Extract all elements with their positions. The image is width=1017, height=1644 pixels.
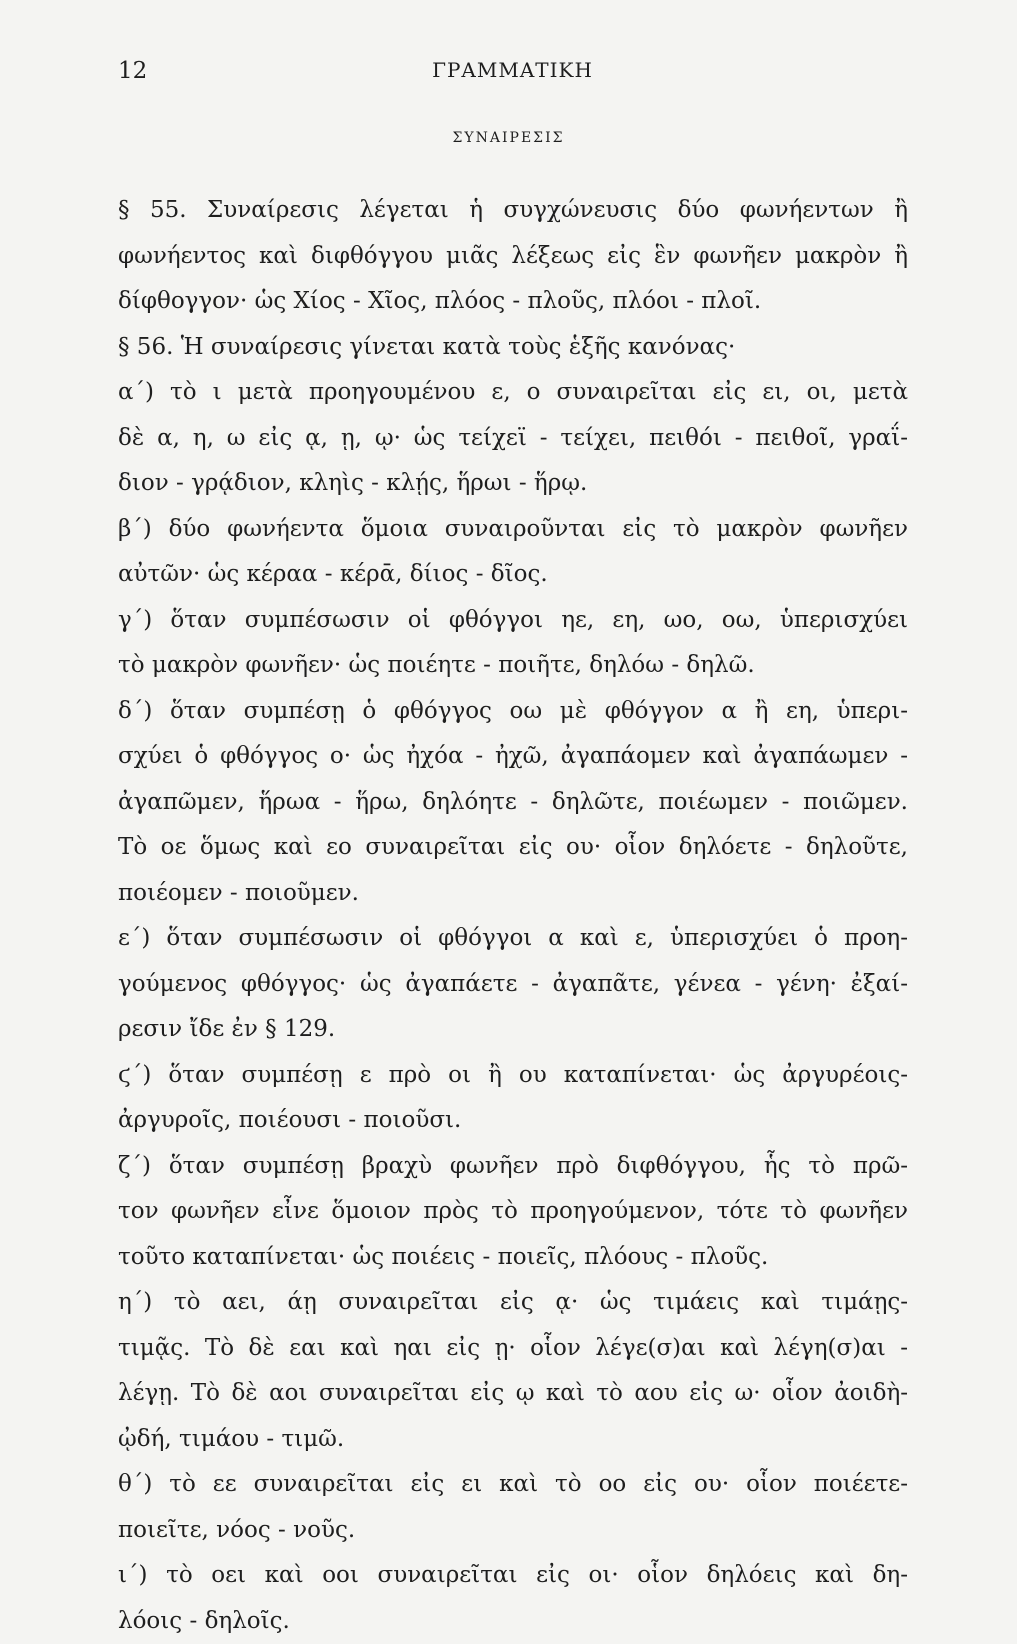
text-line: § 55. Συναίρεσις λέγεται ἡ συγχώνευσις δύο φωνήεντων ἢ <box>118 188 908 234</box>
text-line: αὐτῶν· ὡς κέραα - κέρᾱ, δίιος - δῖος. <box>118 552 908 598</box>
text-line: τον φωνῆεν εἶνε ὅμοιον πρὸς τὸ προηγούμενον, τότε τὸ φωνῆεν <box>118 1189 908 1235</box>
text-line: θ΄) τὸ εε συναιρεῖται εἰς ει καὶ τὸ οο εἰς ου· οἷον ποιέετε- <box>118 1462 908 1508</box>
text-line: δίφθογγον· ὡς Χίος - Χῖος, πλόος - πλοῦς, πλόοι - πλοῖ. <box>118 279 908 325</box>
body-text <box>118 188 908 1644</box>
text-line: α΄) τὸ ι μετὰ προηγουμένου ε, ο συναιρεῖται εἰς ει, οι, μετὰ <box>118 370 908 416</box>
running-title: ΓΡΑΜΜΑΤΙΚΗ <box>118 58 907 82</box>
text-line: ε΄) ὅταν συμπέσωσιν οἱ φθόγγοι α καὶ ε, ὑπερισχύει ὁ προη- <box>118 916 908 962</box>
page-number: 12 <box>118 58 147 84</box>
section-heading: ΣΥΝΑΙΡΕΣΙΣ <box>0 130 1017 146</box>
text-line: γούμενος φθόγγος· ὡς ἀγαπάετε - ἀγαπᾶτε, γένεα - γένη· ἐξαί- <box>118 962 908 1008</box>
text-line: τιμᾷς. Τὸ δὲ εαι καὶ ηαι εἰς ῃ· οἷον λέγε(σ)αι καὶ λέγη(σ)αι - <box>118 1326 908 1372</box>
text-line: ϛ΄) ὅταν συμπέσῃ ε πρὸ οι ἢ ου καταπίνεται· ὡς ἀργυρέοις- <box>118 1053 908 1099</box>
text-line: ποιέομεν - ποιοῦμεν. <box>118 871 908 917</box>
text-line: ἀργυροῖς, ποιέουσι - ποιοῦσι. <box>118 1098 908 1144</box>
text-line: ᾠδή, τιμάου - τιμῶ. <box>118 1417 908 1463</box>
text-line: ι΄) τὸ οει καὶ οοι συναιρεῖται εἰς οι· οἷον δηλόεις καὶ δη- <box>118 1553 908 1599</box>
running-head <box>118 58 907 88</box>
text-line: διον - γρᾴδιον, κληὶς - κλῄς, ἥρωι - ἥρῳ. <box>118 461 908 507</box>
text-line: § 56. Ἡ συναίρεσις γίνεται κατὰ τοὺς ἑξῆς κανόνας· <box>118 325 908 371</box>
text-line: σχύει ὁ φθόγγος ο· ὡς ἠχόα - ἠχῶ, ἀγαπάομεν καὶ ἀγαπάωμεν - <box>118 734 908 780</box>
text-line: δ΄) ὅταν συμπέσῃ ὁ φθόγγος οω μὲ φθόγγον α ἢ εη, ὑπερι- <box>118 689 908 735</box>
text-line: ἀγαπῶμεν, ἥρωα - ἥρω, δηλόητε - δηλῶτε, ποιέωμεν - ποιῶμεν. <box>118 780 908 826</box>
text-line: γ΄) ὅταν συμπέσωσιν οἱ φθόγγοι ηε, εη, ωο, οω, ὑπερισχύει <box>118 598 908 644</box>
text-line: ζ΄) ὅταν συμπέσῃ βραχὺ φωνῆεν πρὸ διφθόγγου, ἧς τὸ πρῶ- <box>118 1144 908 1190</box>
text-line: τὸ μακρὸν φωνῆεν· ὡς ποιέητε - ποιῆτε, δηλόω - δηλῶ. <box>118 643 908 689</box>
text-line: ρεσιν ἴδε ἐν § 129. <box>118 1007 908 1053</box>
text-line: η΄) τὸ αει, άῃ συναιρεῖται εἰς ᾳ· ὡς τιμάεις καὶ τιμάῃς- <box>118 1280 908 1326</box>
text-line: Τὸ οε ὅμως καὶ εο συναιρεῖται εἰς ου· οἷον δηλόετε - δηλοῦτε, <box>118 825 908 871</box>
text-line: λόοις - δηλοῖς. <box>118 1599 908 1644</box>
text-line: β΄) δύο φωνήεντα ὅμοια συναιροῦνται εἰς τὸ μακρὸν φωνῆεν <box>118 507 908 553</box>
text-line: δὲ α, η, ω εἰς ᾳ, ῃ, ῳ· ὡς τείχεϊ - τείχει, πειθόι - πειθοῖ, γραΐ- <box>118 416 908 462</box>
text-line: φωνήεντος καὶ διφθόγγου μιᾶς λέξεως εἰς ἓν φωνῆεν μακρὸν ἢ <box>118 234 908 280</box>
text-line: ποιεῖτε, νόος - νοῦς. <box>118 1508 908 1554</box>
text-line: λέγῃ. Τὸ δὲ αοι συναιρεῖται εἰς ῳ καὶ τὸ αου εἰς ω· οἷον ἀοιδὴ- <box>118 1371 908 1417</box>
text-line: τοῦτο καταπίνεται· ὡς ποιέεις - ποιεῖς, πλόους - πλοῦς. <box>118 1235 908 1281</box>
